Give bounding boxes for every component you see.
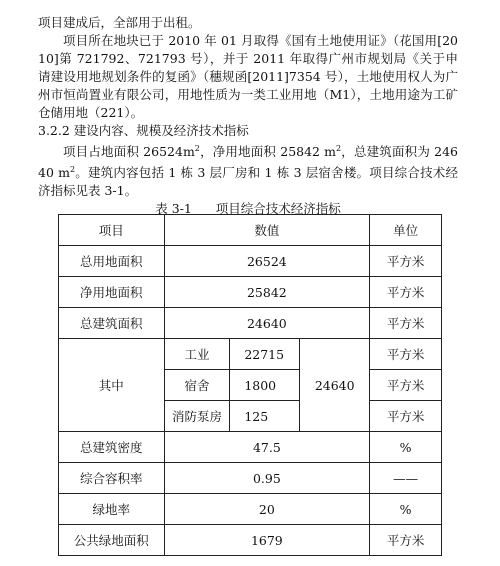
row-item: 总建筑密度 bbox=[59, 432, 165, 463]
sub-value: 1800 bbox=[230, 370, 300, 401]
table-row bbox=[59, 432, 442, 463]
sub-unit: 平方米 bbox=[370, 401, 442, 432]
group-label: 其中 bbox=[59, 339, 165, 432]
row-item: 总用地面积 bbox=[59, 246, 165, 277]
row-unit: % bbox=[370, 432, 442, 463]
row-item: 总建筑面积 bbox=[59, 308, 165, 339]
row-item: 净用地面积 bbox=[59, 277, 165, 308]
text-fragment: ，总建筑面积为 24640 m bbox=[38, 144, 458, 181]
sub-item: 消防泵房 bbox=[164, 401, 230, 432]
sub-unit: 平方米 bbox=[370, 339, 442, 370]
row-value: 25842 bbox=[164, 277, 370, 308]
table-row bbox=[59, 494, 442, 525]
row-item: 综合容积率 bbox=[59, 463, 165, 494]
sub-value: 22715 bbox=[230, 339, 300, 370]
table-row bbox=[59, 525, 442, 556]
paragraph-construction-scale bbox=[38, 140, 458, 200]
table-row bbox=[59, 246, 442, 277]
row-value: 20 bbox=[164, 494, 370, 525]
superscript: 2 bbox=[336, 144, 342, 153]
table-row bbox=[59, 277, 442, 308]
row-item: 公共绿地面积 bbox=[59, 525, 165, 556]
row-unit: % bbox=[370, 494, 442, 525]
section-heading: 3.2.2 建设内容、规模及经济技术指标 bbox=[38, 123, 249, 138]
paragraph-land-certificate: 项目所在地块已于 2010 年 01 月取得《国有土地使用证》（花国用[2010]第 721792、721793 号），并于 2011 年取得广州市规划局《关于申请建设用地规划条件的复函》（穗规函[2011]7354 号），土地使用权人为广州市恒尚置业有限公司，用地性质为一类工业用地（M1），土地用途为工矿仓储用地（221）。 bbox=[38, 33, 458, 120]
row-item: 绿地率 bbox=[59, 494, 165, 525]
row-unit: 平方米 bbox=[370, 246, 442, 277]
row-value: 24640 bbox=[164, 308, 370, 339]
row-unit: —— bbox=[370, 463, 442, 494]
document-body bbox=[38, 14, 458, 218]
group-total: 24640 bbox=[300, 339, 370, 432]
technical-indicators-table bbox=[58, 214, 442, 556]
paragraph-rental: 项目建成后，全部用于出租。 bbox=[38, 15, 201, 30]
text-fragment: 项目占地面积 26524m bbox=[63, 144, 195, 160]
header-unit: 单位 bbox=[370, 215, 442, 246]
table-row bbox=[59, 339, 442, 370]
text-fragment: ，净用地面积 25842 m bbox=[199, 144, 337, 160]
sub-unit: 平方米 bbox=[370, 370, 442, 401]
row-unit: 平方米 bbox=[370, 525, 442, 556]
sub-item: 宿舍 bbox=[164, 370, 230, 401]
table-row bbox=[59, 463, 442, 494]
superscript: 2 bbox=[69, 165, 76, 175]
sub-item: 工业 bbox=[164, 339, 230, 370]
table-caption: 表 3-1 项目综合技术经济指标 bbox=[155, 201, 341, 217]
text-fragment: 。建筑内容包括 1 栋 3 层厂房和 1 栋 3 层宿舍楼。项目综合技术经济指标见表 3-1。 bbox=[38, 165, 459, 199]
row-value: 1679 bbox=[164, 525, 370, 556]
superscript: 2 bbox=[194, 144, 200, 153]
row-value: 47.5 bbox=[164, 432, 370, 463]
row-unit: 平方米 bbox=[370, 308, 442, 339]
row-value: 0.95 bbox=[164, 463, 370, 494]
row-unit: 平方米 bbox=[370, 277, 442, 308]
row-value: 26524 bbox=[164, 246, 370, 277]
header-item: 项目 bbox=[59, 215, 165, 246]
table-header-row bbox=[59, 215, 442, 246]
sub-value: 125 bbox=[230, 401, 300, 432]
table-row bbox=[59, 308, 442, 339]
header-value: 数值 bbox=[164, 215, 370, 246]
